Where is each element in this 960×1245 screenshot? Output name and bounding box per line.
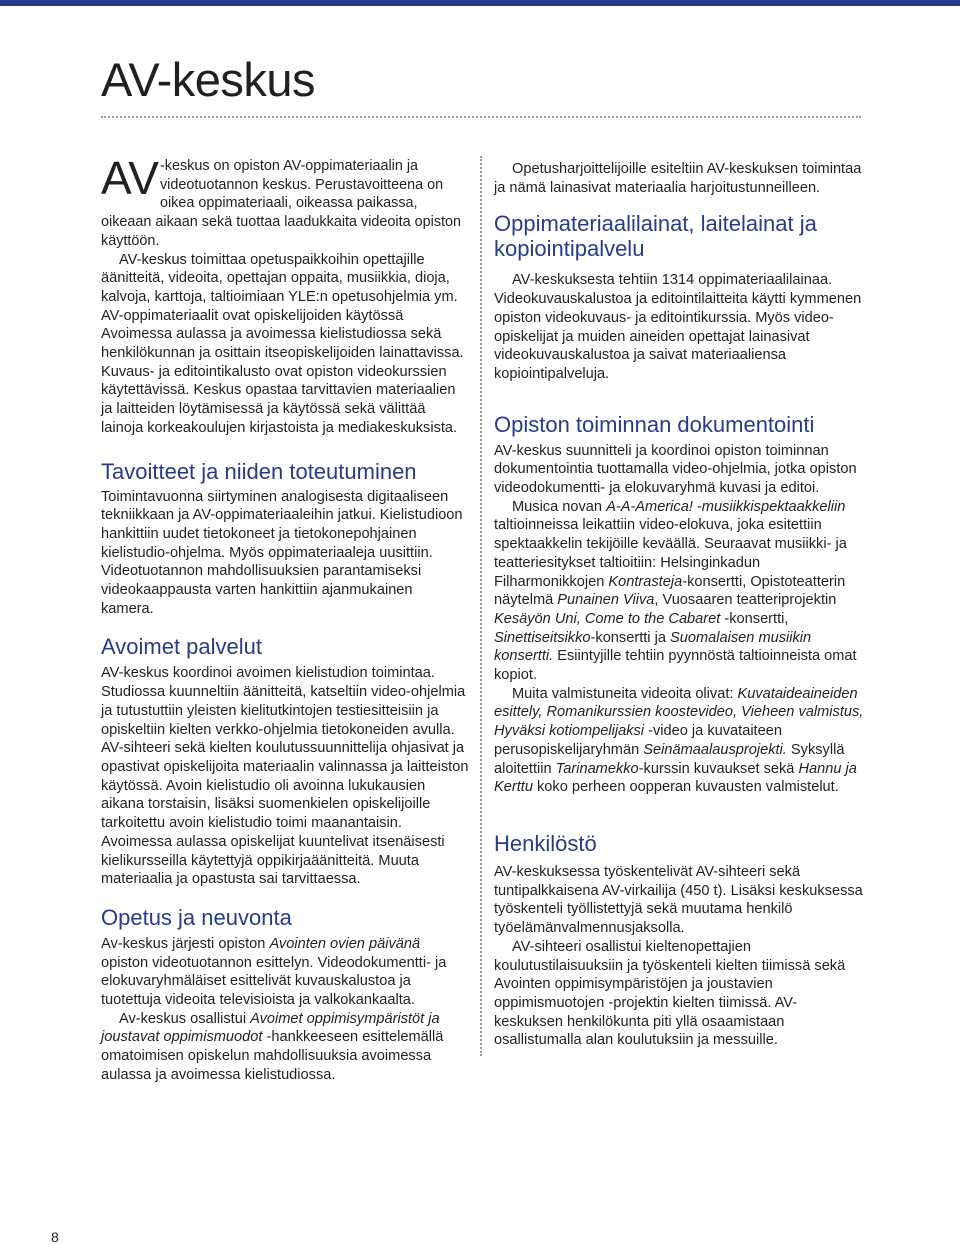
body-paragraph: Opetusharjoittelijoille esiteltiin AV-keskuksen toimintaa ja nämä lainasivat materiaalia harjoitustunneilleen. xyxy=(494,161,862,196)
body-paragraph: Av-keskus osallistui Avoimet oppimisympäristöt ja joustavat oppimismuodot -hankkeeseen esittelemällä omatoimisen opiskelun mahdollisuuksia avoimessa aulassa ja avoimessa kielistudiossa. xyxy=(101,1010,444,1083)
left-column xyxy=(101,152,469,1085)
section-heading-staff: Henkilöstö xyxy=(494,830,597,856)
column-divider xyxy=(480,156,482,1056)
page-title: AV-keskus xyxy=(101,53,316,106)
dropcap: AV xyxy=(101,152,159,204)
body-paragraph: AV-keskuksesta tehtiin 1314 oppimateriaalilainaa. xyxy=(512,272,833,289)
title-divider xyxy=(101,116,861,118)
body-paragraph: AV-keskus suunnitteli ja koordinoi opiston toiminnan dokumentointia tuottamalla video-ohjelmia, jotka opiston videodokumentti- ja elokuvaryhmä kuvasi ja editoi. xyxy=(494,442,857,497)
body-paragraph: Av-keskus järjesti opiston Avointen ovien päivänä opiston videotuotannon esittelyn. Videodokumentti- ja elokuvaryhmäläiset esittelivät kuvauskalustoa ja tuotettuja videoita televisioista ja valkokankaalta. xyxy=(101,935,447,1009)
section-heading-goals: Tavoitteet ja niiden toteutuminen xyxy=(101,458,417,484)
body-paragraph: Toimintavuonna siirtyminen analogisesta digitaaliseen tekniikkaan ja AV-oppimateriaaleihin jatkui. Kielistudioon hankittiin uudet tietokoneet ja tietokonepohjainen kielistudio-ohjelma. Myös oppimateriaaleja uusittiin. Videotuotannon mahdollisuuksien parantamiseksi videokaappausta varten hankittiin ajanmukainen kamera. xyxy=(101,488,463,617)
right-column xyxy=(494,160,864,1050)
body-paragraph: Videokuvauskalustoa ja editointilaitteita käytti kymmenen opiston videokuvaus- ja editointikurssia. Myös video-opiskelijat ja muiden aineiden opettajat lainasivat videokuvauskalustoa ja saivat materiaaliensa kopiointipalveluja. xyxy=(494,291,862,382)
top-accent-bar xyxy=(0,0,960,6)
body-paragraph: AV-sihteeri osallistui kieltenopettajien koulutustilaisuuksiin ja työskenteli kielten tiimissä sekä Avointen oppimisympäristöjen ja joustavien oppimismuotojen -projektin kielten tiimissä. AV-keskuksen henkilökunta piti yllä osaamistaan osallistumalla alan koulutuksiin ja messuille. xyxy=(494,938,846,1049)
section-heading-loans: Oppimateriaalilainat, laitelainat ja kopiointipalvelu xyxy=(494,211,817,262)
section-heading-documentation: Opiston toiminnan dokumentointi xyxy=(494,411,815,437)
body-paragraph: AV-keskuksessa työskentelivät AV-sihteeri sekä tuntipalkkaisena AV-virkailija (450 t). Lisäksi keskuksessa työskenteli työllistettyjä sekä muutama henkilö työelämänvalmennusjaksolla. xyxy=(494,863,863,937)
intro-paragraph xyxy=(101,152,469,251)
body-paragraph: AV-keskus koordinoi avoimen kielistudion toimintaa. Studiossa kuunneltiin äänitteitä, katseltiin video-ohjelmia ja tutustuttiin yleisten kielitutkintojen testiesitteisiin ja opiskeltiin kielten verkko-ohjelmia tietokoneiden avulla. AV-sihteeri sekä kielten koulutussuunnittelija ohjasivat ja opastivat opiskelijoita materiaalin valinnassa ja laitteiston käytössä. Avoin kielistudio oli avoinna lukukausien aikana torstaisin, lisäksi suomenkielen opiskelijoille tarkoitettu avoin kielistudio toimi maanantaisin. xyxy=(101,665,469,832)
page-number: 8 xyxy=(51,1229,59,1245)
body-paragraph: AV-keskus toimittaa opetuspaikkoihin opettajille äänitteitä, videoita, opettajan oppaita, musiikkia, dioja, kalvoja, karttoja, taltioimiaan YLE:n opetusohjelmia ym. AV-oppimateriaalit ovat opiskelijoiden käytössä Avoimessa aulassa ja avoimessa kielistudiossa sekä henkilökunnan ja osittain itseopiskelijoiden lainattavissa. Kuvaus- ja editointikalusto ovat opiston videokurssien käytettävissä. Keskus opastaa tarvittavien materiaalien ja laitteiden löytämisessä ja käytössä sekä välittää lainoja korkeakoulujen kirjastoista ja mediakeskuksista. xyxy=(101,251,464,436)
section-heading-teaching: Opetus ja neuvonta xyxy=(101,904,292,930)
body-paragraph: Muita valmistuneita videoita olivat: Kuvataideaineiden esittely, Romanikurssien koostevideo, Vieheen valmistus, Hyväksi kotiompelijaksi -video ja kuvataiteen perusopiskelijaryhmän Seinämaalausprojekti. Syksyllä aloitettiin Tarinamekko-kurssin kuvaukset sekä Hannu ja Kerttu koko perheen oopperan kuvausten valmistelut. xyxy=(494,685,864,796)
body-paragraph: Musica novan A-A-America! -musiikkispektaakkeliin taltioinneissa leikattiin video-elokuva, joka esitettiin spektaakkelin tekijöille keväällä. Seuraavat musiikki- ja teatteriesitykset taltioitiin: Helsinginkadun Filharmonikkojen Kontrasteja-konsertti, Opistoteatterin näytelmä Punainen Viiva, Vuosaaren teatteriprojektin Kesäyön Uni, Come to the Cabaret -konsertti, Sinettiseitsikko-konsertti ja Suomalaisen musiikin konsertti. Esiintyjille tehtiin pyynnöstä taltioinneista omat kopiot. xyxy=(494,498,857,684)
body-paragraph: Avoimessa aulassa opiskelijat kuuntelivat itsenäisesti kielikursseilla käytettyjä oppikirjaäänitteitä. Muuta materiaalia ja opastusta sai tarvittaessa. xyxy=(101,833,445,888)
intro-text: -keskus on opiston AV-oppimateriaalin ja videotuotannon keskus. Perustavoitteena on oikea oppimateriaali, oikeassa paikassa, oikeaan aikaan sekä tuottaa laadukkaita videoita opiston käyttöön. xyxy=(101,158,462,249)
section-heading-open-services: Avoimet palvelut xyxy=(101,634,263,660)
